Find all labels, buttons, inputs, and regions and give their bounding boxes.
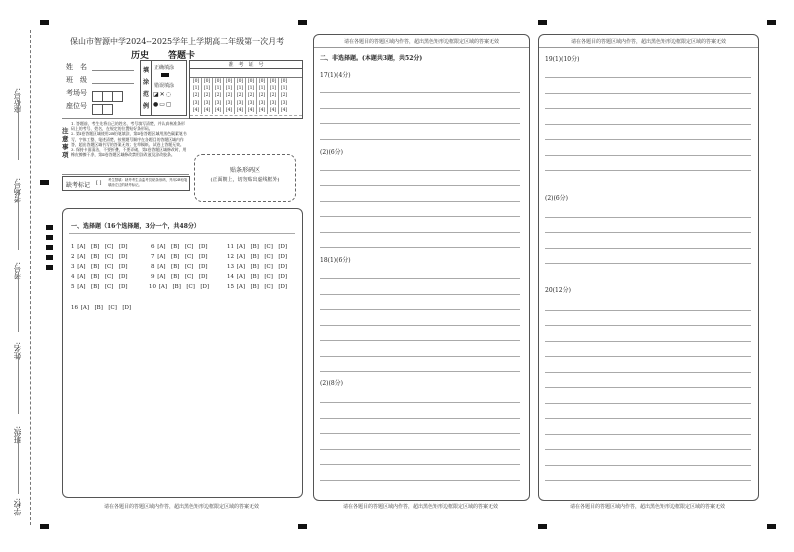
notes-block (62, 118, 189, 175)
answer-line[interactable] (545, 356, 751, 357)
answer-line[interactable] (545, 217, 751, 218)
answer-line[interactable] (320, 480, 520, 481)
answer-line[interactable] (545, 77, 751, 78)
timing-mark (538, 20, 547, 25)
choice-row[interactable]: 6 [A] [B] [C] [D] (151, 244, 208, 250)
timing-mark (46, 265, 53, 270)
panel-divider (539, 47, 758, 48)
answer-line[interactable] (545, 434, 751, 435)
section2-title: 二、非选择题。(本题共3题，共52分) (320, 55, 423, 62)
q19-2-label: (2)(6分) (545, 195, 568, 202)
answer-line[interactable] (320, 433, 520, 434)
answer-line[interactable] (545, 248, 751, 249)
absent-label: 缺考标记 (66, 182, 91, 189)
timing-mark (538, 524, 547, 529)
choice-row[interactable]: 7 [A] [B] [C] [D] (151, 254, 208, 260)
answer-line[interactable] (320, 294, 520, 295)
card-title: 答题卡 (168, 51, 196, 61)
notes-side-label: 注 意 事 项 (62, 127, 69, 159)
answer-line[interactable] (320, 170, 520, 171)
correct-fill-label: 正确填涂 (154, 65, 175, 71)
barcode-title: 贴条形码区 (229, 167, 260, 174)
answer-line[interactable] (545, 449, 751, 450)
fill-example-box (140, 60, 187, 116)
answer-line[interactable] (545, 155, 751, 156)
answer-line[interactable] (545, 263, 751, 264)
choice-row[interactable]: 1 [A] [B] [C] [D] (71, 244, 128, 250)
class-field-line[interactable] (92, 83, 134, 84)
area-warning: 请在各题目的答题区域内作答，超出黑色矩形边框限定区域的答案无效 (103, 504, 259, 510)
fill-line (18, 190, 19, 250)
fill-line (18, 354, 19, 414)
choice-row[interactable]: 10 [A] [B] [C] [D] (149, 284, 210, 290)
absent-note: 考生禁填：缺考考生由监考员贴条形码，并用2B铅笔填涂左边的缺考标记。 (108, 178, 188, 187)
answer-line[interactable] (320, 92, 520, 93)
name-field-label: 姓 名 (66, 63, 87, 71)
answer-line[interactable] (320, 418, 520, 419)
answer-line[interactable] (545, 139, 751, 140)
seat-number-label: 座位号: (13, 88, 22, 114)
timing-mark (46, 235, 53, 240)
fill-line (18, 436, 19, 494)
answer-line[interactable] (545, 418, 751, 419)
choice-row[interactable]: 8 [A] [B] [C] [D] (151, 264, 208, 270)
binding-line (30, 30, 31, 525)
answer-line[interactable] (320, 371, 520, 372)
answer-line[interactable] (545, 387, 751, 388)
answer-line[interactable] (545, 310, 751, 311)
q20-label: 20(12分) (545, 287, 571, 294)
timing-mark (40, 524, 49, 529)
panel-divider (314, 47, 529, 48)
choice-row[interactable]: 11 [A] [B] [C] [D] (227, 244, 288, 250)
answer-line[interactable] (545, 372, 751, 373)
answer-panel-middle (313, 34, 530, 501)
wrong-fill-samples: ◪✕◌ (153, 91, 172, 98)
timing-mark (298, 20, 307, 25)
note-item: 2. 第Ⅰ卷答题区域使用2B铅笔填涂，第Ⅱ卷答题区域用黑色碳素笔书写，字体工整、笔迹清楚，按照题号顺序在各题目的答题区域内作答，超出答题区域书写的答案无效；在草稿纸、试卷上答题无效。 (71, 131, 187, 147)
answer-line[interactable] (320, 216, 520, 217)
school-label: 学校: (13, 498, 22, 516)
subject-title: 历史 (131, 51, 150, 61)
answer-line[interactable] (320, 139, 520, 140)
timing-mark (46, 245, 53, 250)
wrong-fill-label: 错误填涂 (154, 83, 175, 89)
exam-id-write-row[interactable] (190, 69, 302, 78)
q18-2-label: (2)(8分) (320, 380, 343, 387)
area-warning: 请在各题目的答题区域内作答，超出黑色矩形边框限定区域的答案无效 (343, 39, 499, 45)
timing-mark (46, 225, 53, 230)
answer-line[interactable] (545, 232, 751, 233)
note-item: 1. 答题前，考生先将自己的姓名、考号填写清楚，并认真核准条形码上的考号、姓名，在规定的位置贴好条形码。 (71, 121, 185, 132)
barcode-area (194, 154, 296, 202)
choice-row[interactable]: 3 [A] [B] [C] [D] (71, 264, 128, 270)
answer-line[interactable] (320, 278, 520, 279)
answer-line[interactable] (545, 124, 751, 125)
answer-line[interactable] (545, 403, 751, 404)
exam-id-title: 准 考 证 号 (190, 61, 302, 69)
q17-1-label: 17(1)(4分) (320, 72, 351, 79)
choice-row[interactable]: 14 [A] [B] [C] [D] (227, 274, 288, 280)
exam-room-field-label: 考场号 (66, 89, 87, 97)
class-label: 班级: (13, 426, 22, 444)
exam-number-label: 考号: (13, 262, 22, 280)
timing-mark (767, 20, 776, 25)
answer-panel-right (538, 34, 759, 501)
choice-row[interactable]: 15 [A] [B] [C] [D] (227, 284, 288, 290)
choice-section-title: 一、选择题（16个选择题，3分一个，共48分） (71, 223, 200, 230)
timing-mark (767, 524, 776, 529)
choice-row[interactable]: 12 [A] [B] [C] [D] (227, 254, 288, 260)
seat-boxes[interactable] (92, 99, 112, 118)
answer-line[interactable] (545, 325, 751, 326)
choice-row[interactable]: 4 [A] [B] [C] [D] (71, 274, 128, 280)
name-field-line[interactable] (92, 70, 134, 71)
answer-line[interactable] (320, 325, 520, 326)
area-warning: 请在各题目的答题区域内作答，超出黑色矩形边框限定区域的答案无效 (342, 504, 498, 510)
correct-fill-sample (161, 73, 169, 77)
answer-line[interactable] (545, 93, 751, 94)
area-warning: 请在各题目的答题区域内作答，超出黑色矩形边框限定区域的答案无效 (570, 39, 726, 45)
answer-line[interactable] (320, 185, 520, 186)
name-label: 姓名: (13, 342, 22, 360)
answer-line[interactable] (320, 402, 520, 403)
choice-row[interactable]: 5 [A] [B] [C] [D] (71, 284, 128, 290)
wrong-fill-samples: ●▭▢ (153, 101, 173, 108)
absent-mark-box (62, 176, 190, 191)
answer-line[interactable] (320, 232, 520, 233)
answer-line[interactable] (545, 341, 751, 342)
choice-row[interactable]: 13 [A] [B] [C] [D] (227, 264, 288, 270)
answer-line[interactable] (545, 480, 751, 481)
fill-line (18, 272, 19, 332)
exam-id-box (189, 60, 303, 119)
seat-field-label: 座位号 (66, 102, 87, 110)
answer-line[interactable] (320, 108, 520, 109)
answer-line[interactable] (320, 123, 520, 124)
exam-title: 保山市智源中学2024--2025学年上学期高二年级第一次月考 (70, 37, 285, 46)
note-item: 3. 保持卡面清洁，不要折叠，不要弄破，第Ⅰ卷答题区域修改时，用橡皮擦擦干净，第Ⅱ卷答题区域修改禁用涂改液及涂改胶条。 (71, 147, 187, 158)
fill-example-side: 填 涂 范 例 (141, 61, 152, 115)
q19-1-label: 19(1)(10分) (545, 56, 580, 63)
timing-mark (40, 180, 49, 185)
choice-divider (69, 233, 295, 234)
answer-line[interactable] (320, 247, 520, 248)
timing-mark (46, 255, 53, 260)
exam-room-label: 考场号: (13, 178, 22, 204)
answer-line[interactable] (320, 464, 520, 465)
exam-id-divider (190, 115, 302, 116)
answer-line[interactable] (320, 449, 520, 450)
area-warning: 请在各题目的答题区域内作答，超出黑色矩形边框限定区域的答案无效 (569, 504, 725, 510)
barcode-hint: (正面朝上，切勿贴出虚线框外) (210, 177, 280, 183)
answer-line[interactable] (320, 201, 520, 202)
choice-row[interactable]: 16 [A] [B] [C] [D] (71, 305, 132, 311)
answer-line[interactable] (545, 170, 751, 171)
answer-line[interactable] (320, 356, 520, 357)
q18-1-label: 18(1)(6分) (320, 257, 351, 264)
exam-id-bubbles[interactable]: [0] [0] [0] [0] [0] [0] [0] [0] [0] [1] [1] [1] [1] [1] [1] [1] [1] [1] [2] [2] [2] [2] [2] [2] [2] [2] [2] [3] [3] [3] [3] [3] [3] [3] [3] [3] [4] [4] [4] [4] [4] [4] [4] [4] [4] (192, 79, 288, 113)
timing-mark (298, 524, 307, 529)
choice-row[interactable]: 2 [A] [B] [C] [D] (71, 254, 128, 260)
answer-line[interactable] (545, 465, 751, 466)
class-field-label: 班 级 (66, 76, 87, 84)
answer-line[interactable] (320, 340, 520, 341)
choice-row[interactable]: 9 [A] [B] [C] [D] (151, 274, 208, 280)
q17-2-label: (2)(6分) (320, 149, 343, 156)
timing-mark (40, 20, 49, 25)
choice-section (62, 208, 303, 498)
notes-text (71, 121, 188, 173)
absent-bubble[interactable]: [ ] (96, 180, 102, 186)
answer-line[interactable] (320, 309, 520, 310)
fill-line (18, 100, 19, 160)
answer-line[interactable] (545, 108, 751, 109)
